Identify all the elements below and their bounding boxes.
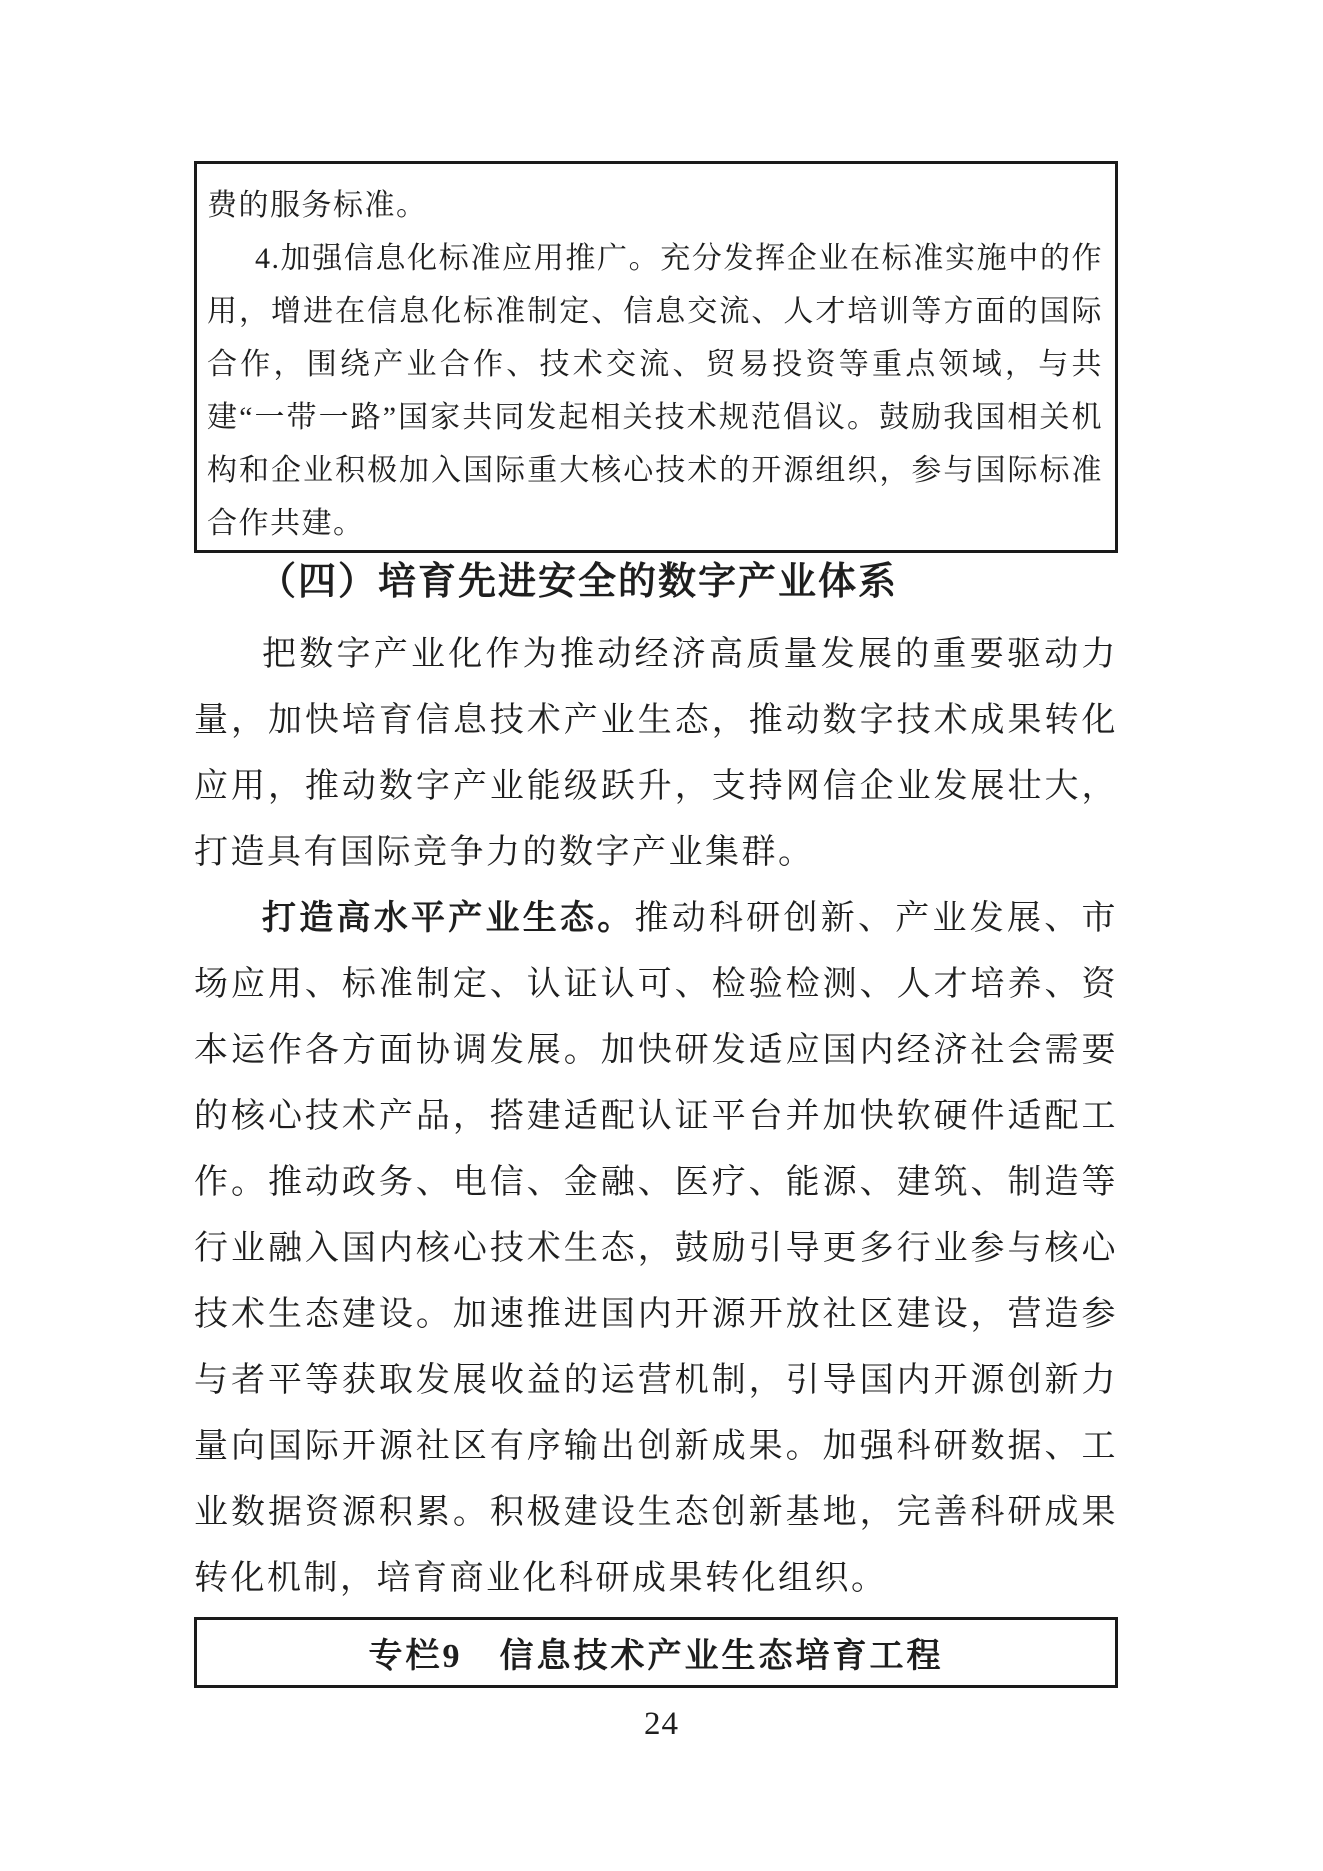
box-paragraph-continued: 费的服务标准。 bbox=[207, 189, 428, 222]
callout-box-standards bbox=[194, 161, 1118, 553]
paragraph: 把数字产业化作为推动经济高质量发展的重要驱动力量，加快培育信息技术产业生态，推动数字技术成果转化应用，推动数字产业能级跃升，支持网信企业发展壮大，打造具有国际竞争力的数字产业集群。 bbox=[194, 636, 1118, 871]
column9-title: 专栏9 信息技术产业生态培育工程 bbox=[368, 1638, 944, 1675]
page-number: 24 bbox=[644, 1706, 679, 1742]
box-paragraph-item4: 4.加强信息化标准应用推广。充分发挥企业在标准实施中的作用，增进在信息化标准制定、信息交流、人才培训等方面的国际合作，围绕产业合作、技术交流、贸易投资等重点领域，与共建“一带一路”国家共同发起相关技术规范倡议。鼓励我国相关机构和企业积极加入国际重大核心技术的开源组织，参与国际标准合作共建。 bbox=[207, 242, 1103, 540]
column9-box bbox=[194, 1617, 1118, 1688]
paragraph bbox=[194, 886, 1118, 1612]
paragraph-text: 推动科研创新、产业发展、市场应用、标准制定、认证认可、检验检测、人才培养、资本运作各方面协调发展。加快研发适应国内经济社会需要的核心技术产品，搭建适配认证平台并加快软硬件适配工作。推动政务、电信、金融、医疗、能源、建筑、制造等行业融入国内核心技术生态，鼓励引导更多行业参与核心技术生态建设。加速推进国内开源开放社区建设，营造参与者平等获取发展收益的运营机制，引导国内开源创新力量向国际开源社区有序输出创新成果。加强科研数据、工业数据资源积累。积极建设生态创新基地，完善科研成果转化机制，培育商业化科研成果转化组织。 bbox=[194, 900, 1118, 1597]
paragraph-lead-bold: 打造高水平产业生态。 bbox=[262, 900, 635, 937]
section-heading: （四）培育先进安全的数字产业体系 bbox=[258, 561, 899, 603]
section-body bbox=[194, 622, 1118, 1612]
